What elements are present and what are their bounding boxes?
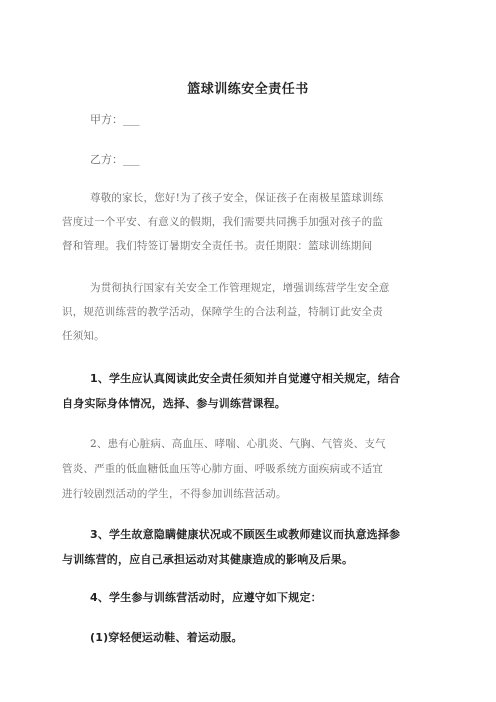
paragraph-line: 管炎、严重的低血糖低血压等心肺方面、呼吸系统方面疾病或不适宜	[62, 463, 383, 475]
document-title: 篮球训练安全责任书	[187, 82, 309, 97]
paragraph-line: 1、学生应认真阅读此安全责任须知并自觉遵守相关规定，结合	[90, 372, 401, 385]
paragraph-line: 任须知。	[62, 330, 105, 342]
paragraph-line: 与训练营的，应自己承担运动对其健康造成的影响及后果。	[62, 553, 354, 566]
paragraph-line: 尊敬的家长，您好!为了孩子安全，保证孩子在南极星篮球训练	[90, 192, 384, 204]
paragraph-line: (1)穿轻便运动鞋、着运动服。	[90, 631, 243, 644]
paragraph-line: 2、患有心脏病、高血压、哮喘、心肌炎、气胸、气管炎、支气	[90, 438, 386, 450]
paragraph-line: 识，规范训练营的教学活动，保障学生的合法利益，特制订此安全责	[62, 306, 383, 318]
party-b-line: 乙方：___	[90, 153, 140, 166]
paragraph-line: 营度过一个平安、有意义的假期，我们需要共同携手加强对孩子的监	[62, 216, 383, 228]
paragraph-line: 进行较剧烈活动的学生，不得参加训练营活动。	[62, 488, 287, 500]
paragraph-line: 自身实际身体情况，选择、参与训练营课程。	[62, 397, 286, 410]
paragraph-line: 督和管理。我们特签订暑期安全责任书。责任期限：篮球训练期间	[62, 240, 373, 252]
party-a-line: 甲方：___	[90, 113, 140, 126]
paragraph-line: 4、学生参与训练营活动时，应遵守如下规定：	[90, 591, 322, 604]
paragraph-line: 为贯彻执行国家有关安全工作管理规定，增强训练营学生安全意	[90, 282, 390, 294]
paragraph-line: 3、学生故意隐瞒健康状况或不顾医生或教师建议而执意选择参	[90, 528, 401, 541]
